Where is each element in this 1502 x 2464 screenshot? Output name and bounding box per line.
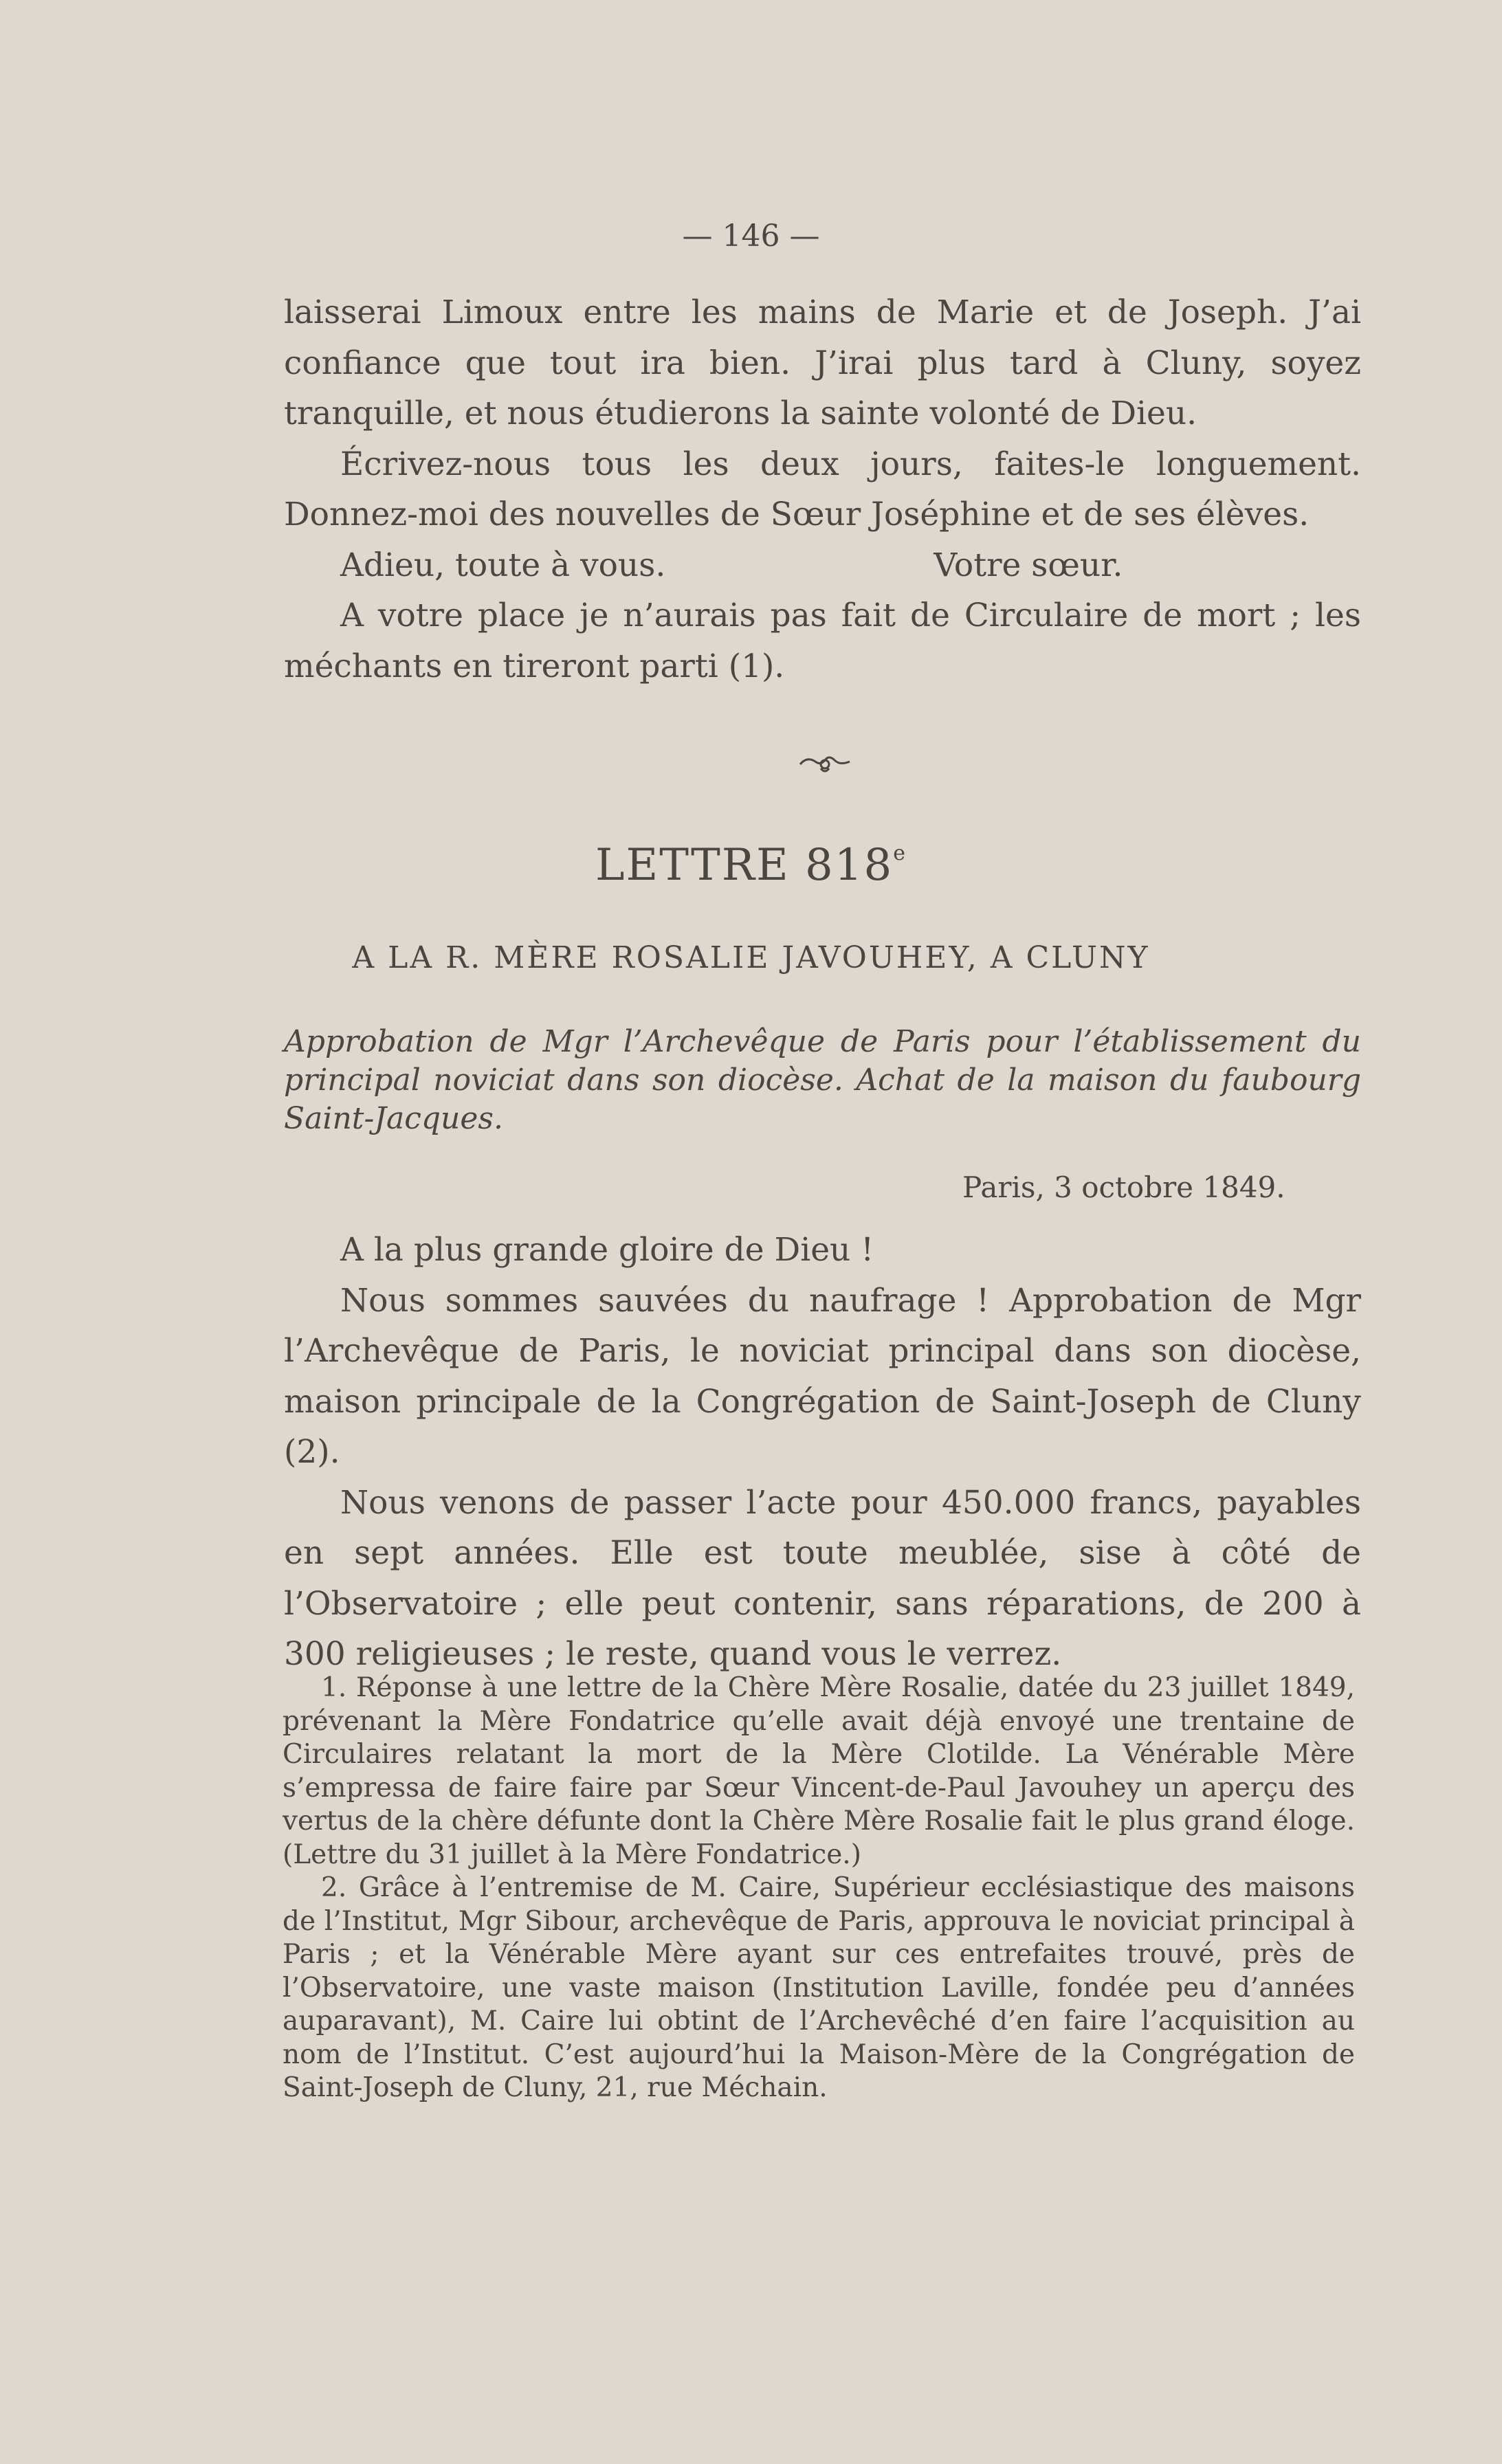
letter-summary: Approbation de Mgr l’Archevêque de Paris pour l’établissement du principal noviciat dans son diocèse. Achat de la maison du faubourg Saint-Jacques. [284, 1024, 1361, 1136]
letter-paragraph-1: A la plus grande gloire de Dieu ! [340, 1231, 874, 1269]
letter-title-text: LETTRE 818 [595, 840, 894, 891]
footnote-text: Grâce à l’entremise de M. Caire, Supérieur ecclésiastique des maisons de l’Institut, Mgr Sibour, archevêque de Paris, approuva le noviciat principal à Paris ; et la Vénérable Mère ayant sur ces entrefaites trouvé, près de l’Observatoire, une vaste maison (Institution Laville, fondée peu d’années auparavant), M. Caire lui obtint de l’Archevêché d’en faire l’acquisition au nom de l’Institut. C’est aujourd’hui la Maison-Mère de la Congrégation de Saint-Joseph de Cluny, 21, rue Méchain. [283, 1872, 1355, 2103]
footnote-number: 1. [321, 1672, 347, 1703]
footnote-1 [283, 1672, 1355, 1872]
footnotes [283, 1672, 1355, 2105]
fleuron-ornament-icon [797, 749, 852, 777]
footnote-2 [283, 1872, 1355, 2105]
continuation-paragraph-2: Écrivez-nous tous les deux jours, faites-le longuement. Donnez-moi des nouvelles de Sœur Joséphine et de ses élèves. [284, 445, 1361, 533]
letter-dateline: Paris, 3 octobre 1849. [962, 1170, 1285, 1204]
continuation-paragraph-1: laisserai Limoux entre les mains de Marie et de Joseph. J’ai confiance que tout ira bien. J’irai plus tard à Cluny, soyez tranquille, et nous étudierons la sainte volonté de Dieu. [284, 293, 1361, 432]
farewell-text: Adieu, toute à vous. [340, 546, 666, 584]
letter-title [0, 840, 1502, 891]
letter-paragraph-2: Nous sommes sauvées du naufrage ! Approbation de Mgr l’Archevêque de Paris, le noviciat principal dans son diocèse, maison principale de la Congrégation de Saint-Joseph de Cluny (2). [284, 1281, 1361, 1471]
letter-recipient: A LA R. MÈRE ROSALIE JAVOUHEY, A CLUNY [352, 940, 1150, 975]
signature-text: Votre sœur. [934, 546, 1123, 584]
letter-title-suffix: e [893, 841, 907, 865]
footnote-number: 2. [321, 1872, 347, 1903]
continuation-paragraph-4: A votre place je n’aurais pas fait de Circulaire de mort ; les méchants en tireront parti (1). [284, 597, 1361, 685]
continuation-text [284, 287, 1361, 691]
continuation-farewell-line [284, 540, 1361, 591]
footnote-text: Réponse à une lettre de la Chère Mère Rosalie, datée du 23 juillet 1849, prévenant la Mère Fondatrice qu’elle avait déjà envoyé une trentaine de Circulaires relatant la mort de la Mère Clotilde. La Vénérable Mère s’empressa de faire faire par Sœur Vincent-de-Paul Javouhey un aperçu des vertus de la chère défunte dont la Chère Mère Rosalie fait le plus grand éloge. (Lettre du 31 juillet à la Mère Fondatrice.) [283, 1672, 1355, 1870]
letter-body [284, 1225, 1361, 1680]
letter-paragraph-3: Nous venons de passer l’acte pour 450.000 francs, payables en sept années. Elle est toute meublée, sise à côté de l’Observatoire ; elle peut contenir, sans réparations, de 200 à 300 religieuses ; le reste, quand vous le verrez. [284, 1483, 1361, 1673]
page-number: — 146 — [682, 219, 820, 254]
